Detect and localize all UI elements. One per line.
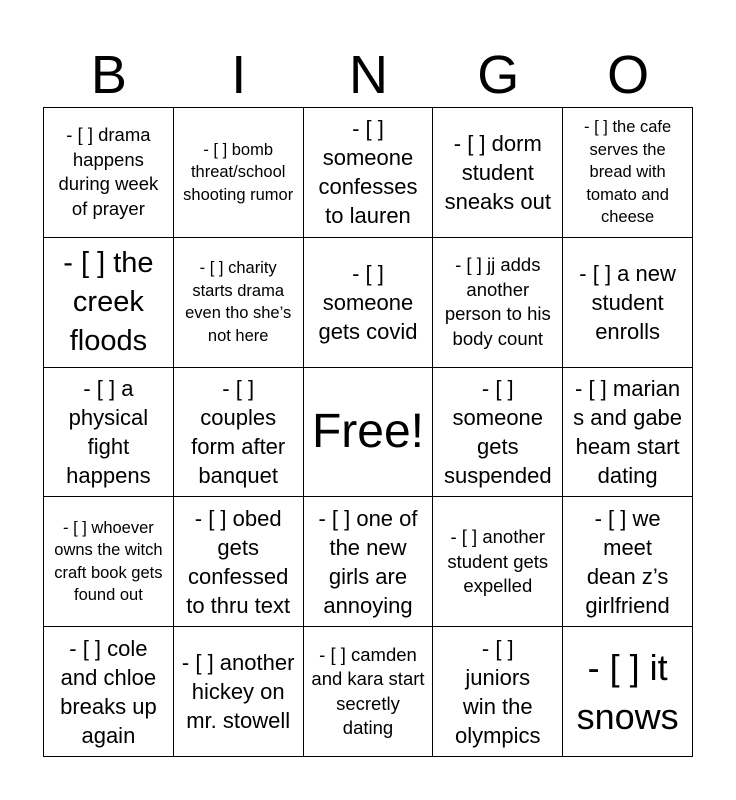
bingo-board (43, 107, 693, 757)
bingo-cell[interactable] (174, 108, 304, 238)
free-space[interactable] (304, 368, 434, 498)
cell-text: - [ ] someone gets covid (318, 260, 418, 344)
cell-text: - [ ] camden and kara start secretly dating (311, 643, 425, 739)
cell-text: - [ ] one of the new girls are annoying (318, 505, 418, 618)
header-letter-b: B (90, 45, 127, 105)
cell-text: - [ ] a physical fight happens (66, 375, 151, 488)
bingo-cell[interactable] (44, 368, 174, 498)
cell-text: - [ ] the cafe serves the bread with tomato and cheese (584, 118, 672, 227)
bingo-cell[interactable] (304, 627, 434, 757)
bingo-cell[interactable] (433, 497, 563, 627)
cell-text: - [ ] cole and chloe breaks up again (60, 635, 157, 748)
bingo-cell[interactable] (563, 108, 693, 238)
cell-text: - [ ] we meet dean z’s girlfriend (585, 505, 670, 618)
cell-text: - [ ] jj adds another person to his body count (444, 254, 551, 349)
bingo-cell[interactable] (44, 108, 174, 238)
cell-text: - [ ] the creek floods (63, 246, 154, 357)
bingo-cell[interactable] (44, 497, 174, 627)
bingo-cell[interactable] (174, 238, 304, 368)
cell-text: - [ ] marian s and gabe heam start dating (573, 375, 683, 488)
cell-text: - [ ] charity starts drama even tho she’s not here (185, 259, 292, 345)
header-letter-g: G (477, 45, 520, 105)
cell-text: - [ ] another student gets expelled (447, 526, 549, 597)
bingo-cell[interactable] (433, 627, 563, 757)
bingo-cell[interactable] (563, 627, 693, 757)
bingo-cell[interactable] (433, 238, 563, 368)
bingo-cell[interactable] (44, 238, 174, 368)
cell-text: - [ ] a new student enrolls (579, 260, 676, 344)
cell-text: - [ ] bomb threat/school shooting rumor (183, 140, 294, 204)
bingo-cell[interactable] (563, 368, 693, 498)
bingo-cell[interactable] (433, 108, 563, 238)
bingo-header (44, 40, 693, 106)
bingo-cell[interactable] (44, 627, 174, 757)
cell-text: - [ ] juniors win the olympics (454, 635, 541, 748)
cell-text: - [ ] another hickey on mr. stowell (181, 650, 295, 734)
header-letter-o: O (607, 45, 650, 105)
bingo-cell[interactable] (174, 497, 304, 627)
bingo-cell[interactable] (304, 108, 434, 238)
cell-text: - [ ] someone gets suspended (443, 375, 552, 488)
cell-text: - [ ] couples form after banquet (191, 375, 286, 488)
cell-text: - [ ] someone confesses to lauren (318, 116, 418, 229)
free-space-label: Free! (311, 404, 424, 458)
cell-text: - [ ] drama happens during week of prayer (58, 124, 159, 219)
header-letter-i: I (231, 45, 247, 105)
bingo-cell[interactable] (563, 238, 693, 368)
bingo-cell[interactable] (563, 497, 693, 627)
bingo-cell[interactable] (433, 368, 563, 498)
cell-text: - [ ] dorm student sneaks out (444, 130, 551, 214)
bingo-cell[interactable] (174, 627, 304, 757)
cell-text: - [ ] whoever owns the witch craft book gets found out (54, 518, 163, 605)
cell-text: - [ ] obed gets confessed to thru text (186, 505, 291, 618)
bingo-cell[interactable] (174, 368, 304, 498)
bingo-cell[interactable] (304, 497, 434, 627)
cell-text: - [ ] it snows (576, 646, 679, 737)
bingo-cell[interactable] (304, 238, 434, 368)
header-letter-n: N (348, 45, 388, 105)
